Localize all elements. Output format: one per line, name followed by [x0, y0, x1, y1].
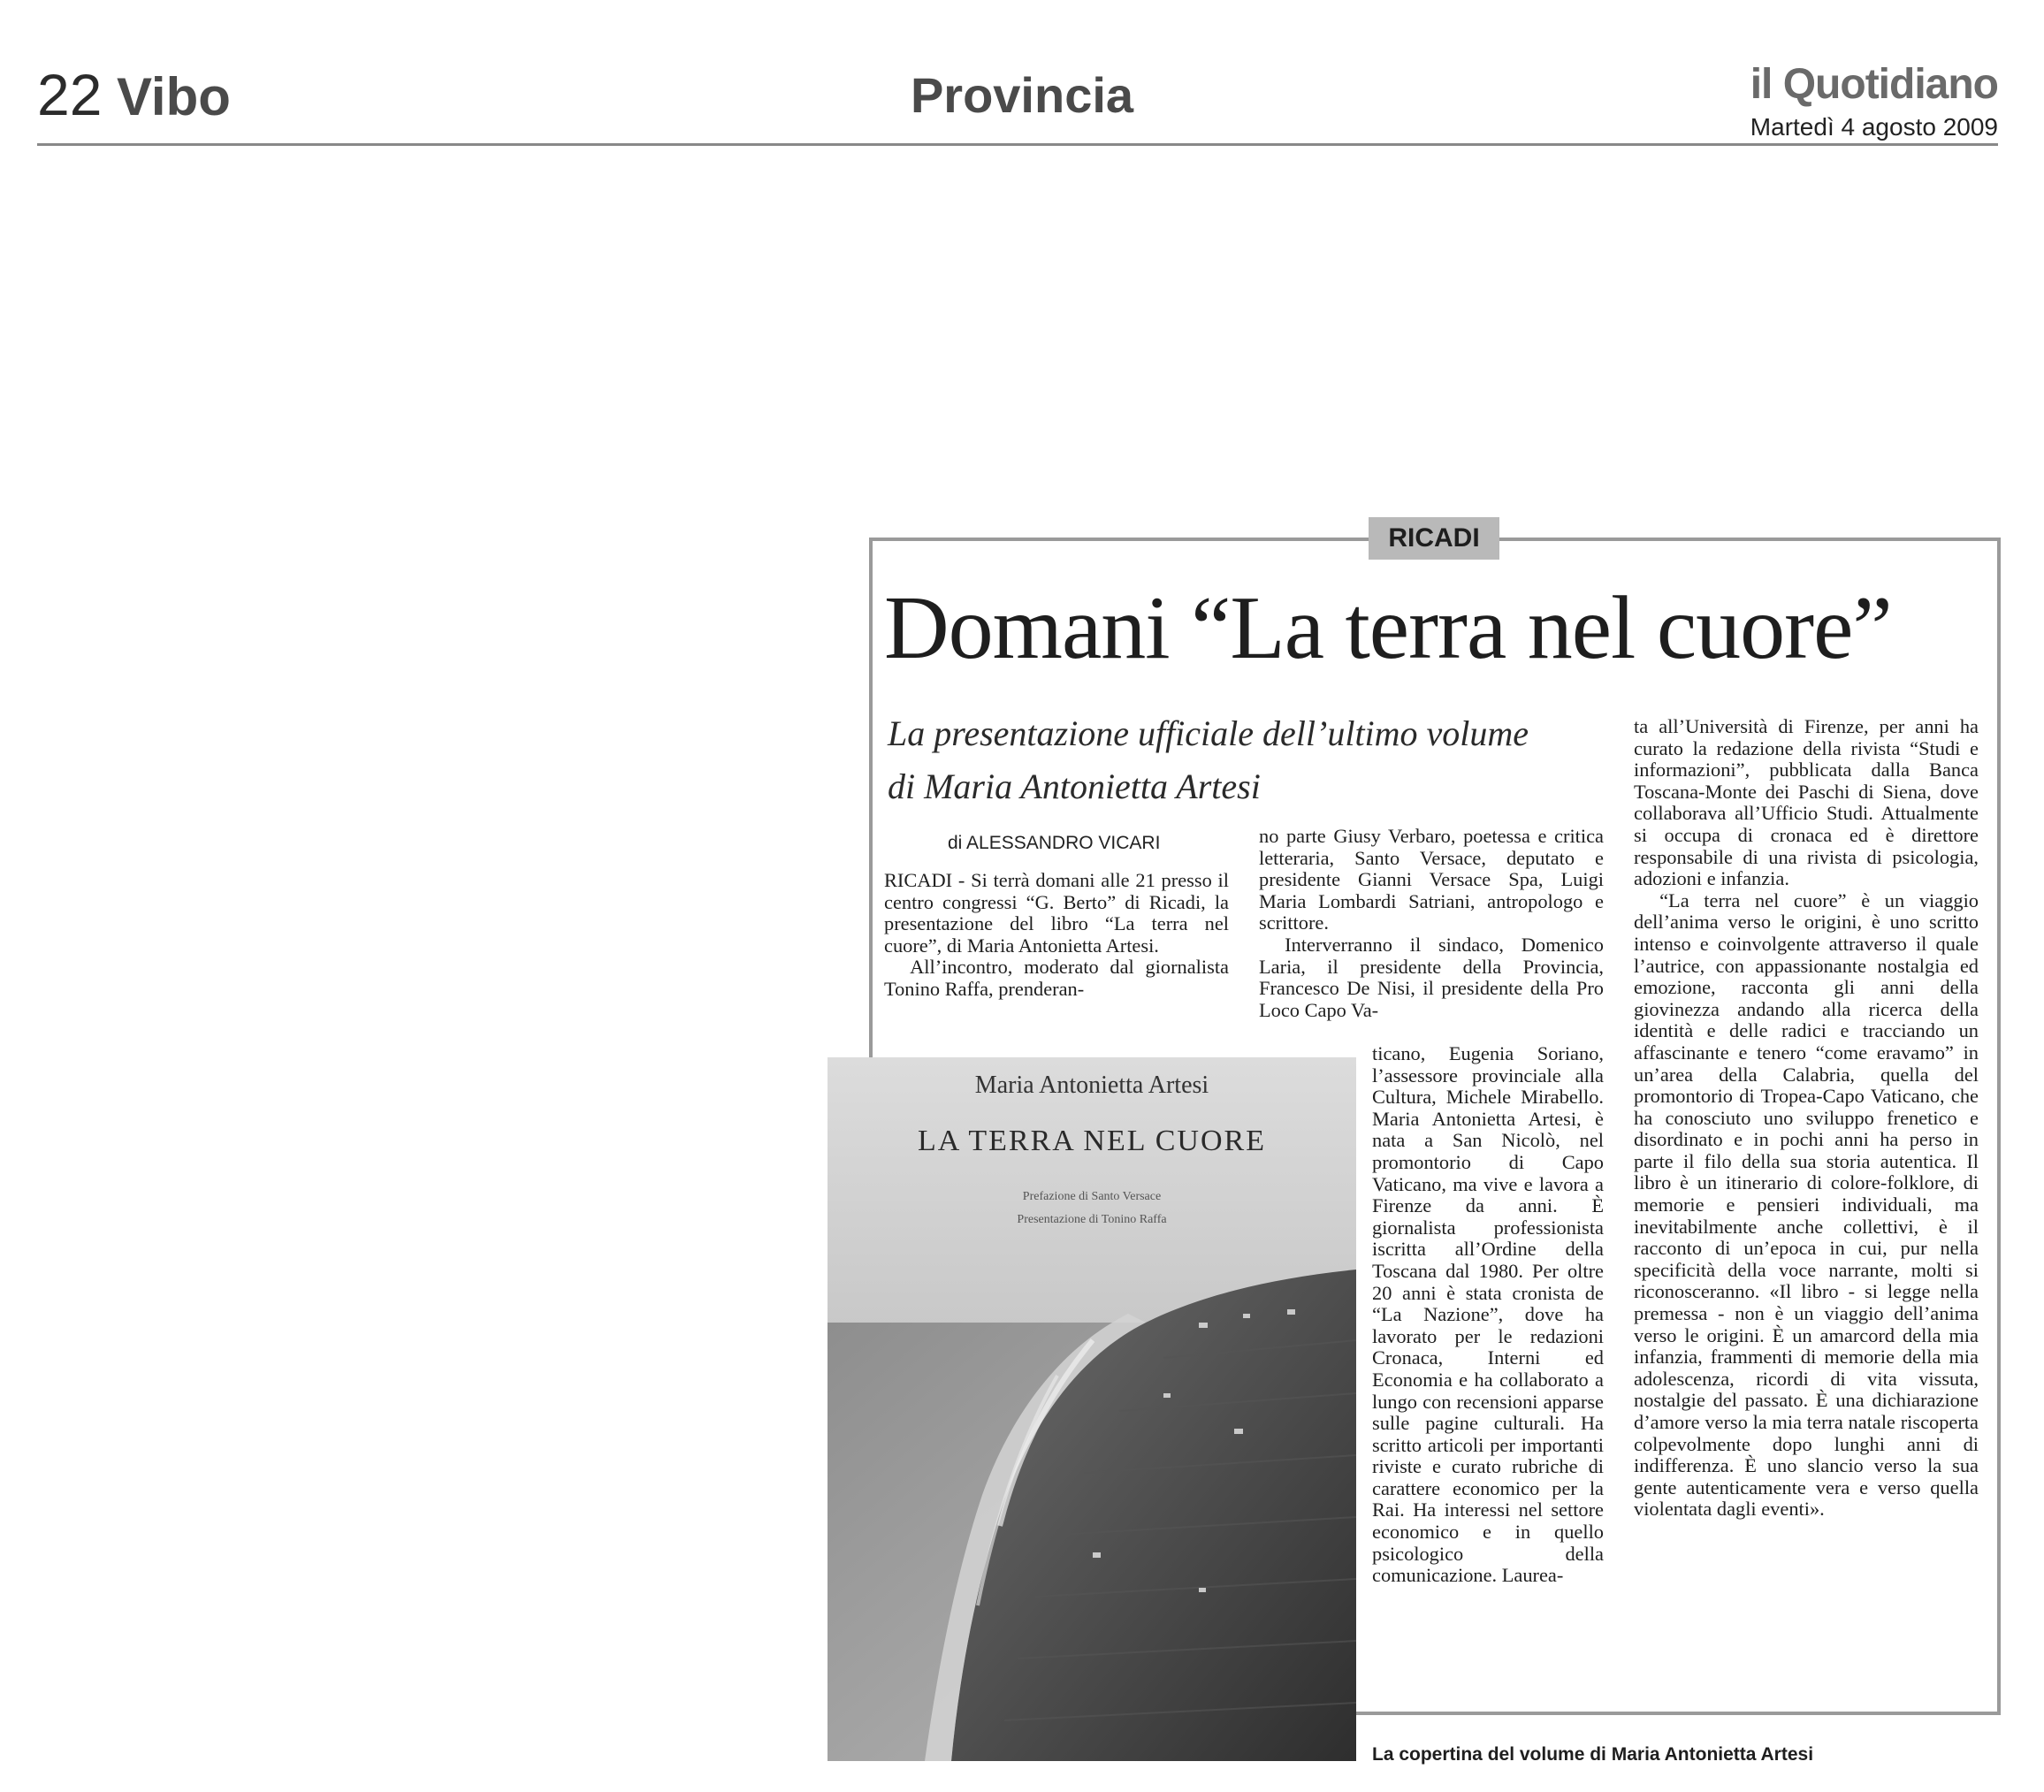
section-name: Vibo	[117, 67, 231, 126]
cover-credit: Presentazione di Tonino Raffa	[1017, 1213, 1167, 1226]
paragraph: All’incontro, moderato dal giornalista Tonino Raffa, prenderan-	[884, 956, 1229, 1000]
coastline-photo	[828, 1057, 1356, 1761]
book-cover-image	[828, 1057, 1356, 1761]
cover-author: Maria Antonietta Artesi	[974, 1071, 1209, 1099]
page-number: 22	[37, 62, 103, 127]
section-center-title: Provincia	[910, 67, 1134, 123]
paragraph: ticano, Eugenia Soriano, l’assessore provinciale alla Cultura, Michele Mirabello. Maria Antonietta Artesi, è nata a San Nicolò, nel promontorio di Capo Vaticano, ma vive e lavora a Firenze da anni. È giornalista professionista iscritta all’Ordine della Toscana dal 1980. Per oltre 20 anni è stata cronista de “La Nazione”, dove ha lavorato per le redazioni Cronaca, Interni ed Economia e ha collaborato a lungo con recensioni apparse sulle pagine culturali. Ha scritto articoli per importanti riviste e curato rubriche di carattere economico per la Rai. Ha interessi nel settore economico e in quello psicologico della comunicazione. Laurea-	[1372, 1042, 1604, 1587]
newspaper-logo: il Quotidiano	[1750, 61, 1998, 108]
article-subhead: La presentazione ufficiale dell’ultimo volume di Maria Antonietta Artesi	[888, 713, 1529, 806]
cover-credit: Prefazione di Santo Versace	[1022, 1190, 1162, 1203]
article-headline: Domani “La terra nel cuore”	[884, 578, 1892, 678]
article-byline: di ALESSANDRO VICARI	[948, 833, 1161, 853]
issue-date: Martedì 4 agosto 2009	[1750, 113, 1998, 141]
paragraph: ta all’Università di Firenze, per anni ha curato la redazione della rivista “Studi e informazioni”, pubblicata dalla Banca Toscana-Monte dei Paschi di Siena, dove collaborava all’Ufficio Studi. Attualmente si occupa di cronaca ed è direttore responsabile di una rivista di psicologia, adozioni e infanzia.	[1634, 715, 1979, 890]
image-caption: La copertina del volume di Maria Antonietta Artesi	[1372, 1744, 1814, 1765]
paragraph: RICADI - Si terrà domani alle 21 presso il centro congressi “G. Berto” di Ricadi, la presentazione del libro “La terra nel cuore”, di Maria Antonietta Artesi.	[884, 869, 1229, 957]
cover-title: LA TERRA NEL CUORE	[918, 1125, 1266, 1157]
article-column-3	[1634, 716, 1979, 1521]
header-rule	[37, 143, 1998, 146]
article-column-1	[884, 870, 1229, 1001]
paragraph: Interverranno il sindaco, Domenico Laria, il presidente della Provincia, Francesco De Nisi, il presidente della Pro Loco Capo Va-	[1259, 933, 1604, 1021]
paragraph: no parte Giusy Verbaro, poetessa e critica letteraria, Santo Versace, deputato e presidente Gianni Versace Spa, Luigi Maria Lombardi Satriani, antropologo e scrittore.	[1259, 825, 1604, 934]
article-column-2-top	[1259, 826, 1604, 1021]
paragraph: “La terra nel cuore” è un viaggio dell’anima verso le origini, è uno scritto intenso e coinvolgente attraverso il quale l’autrice, con appassionante nostalgia ed emozione, racconta gli anni della giovinezza andando alla ricerca della identità e delle radici e tracciando un affascinante e tenero “come eravamo” in un’area della Calabria, quella del promontorio di Tropea-Capo Vaticano, che ha conosciuto uno sviluppo frenetico e disordinato e in pochi anni ha perso in parte il filo della sua storia autentica. Il libro è un itinerario di colore-folklore, di memorie e pensieri individuali, ma inevitabilmente anche collettivi, è il racconto di un’epoca in cui, pur nella specificità della voce narrante, molti si riconosceranno. «Il libro - si legge nella premessa - non è un viaggio dell’anima verso le origini. È un amarcord della mia infanzia, frammenti di memorie della mia adolescenza, ricordi di vita vissuta, nostalgie del passato. È una dichiarazione d’amore verso la mia terra natale riscoperta colpevolmente dopo lunghi anni di indifferenza. È uno slancio verso la sua gente autenticamente vera e verso quella violentata dagli eventi».	[1634, 888, 1979, 1521]
article-kicker: RICADI	[1369, 517, 1499, 560]
article-column-2-bottom	[1372, 1043, 1604, 1587]
